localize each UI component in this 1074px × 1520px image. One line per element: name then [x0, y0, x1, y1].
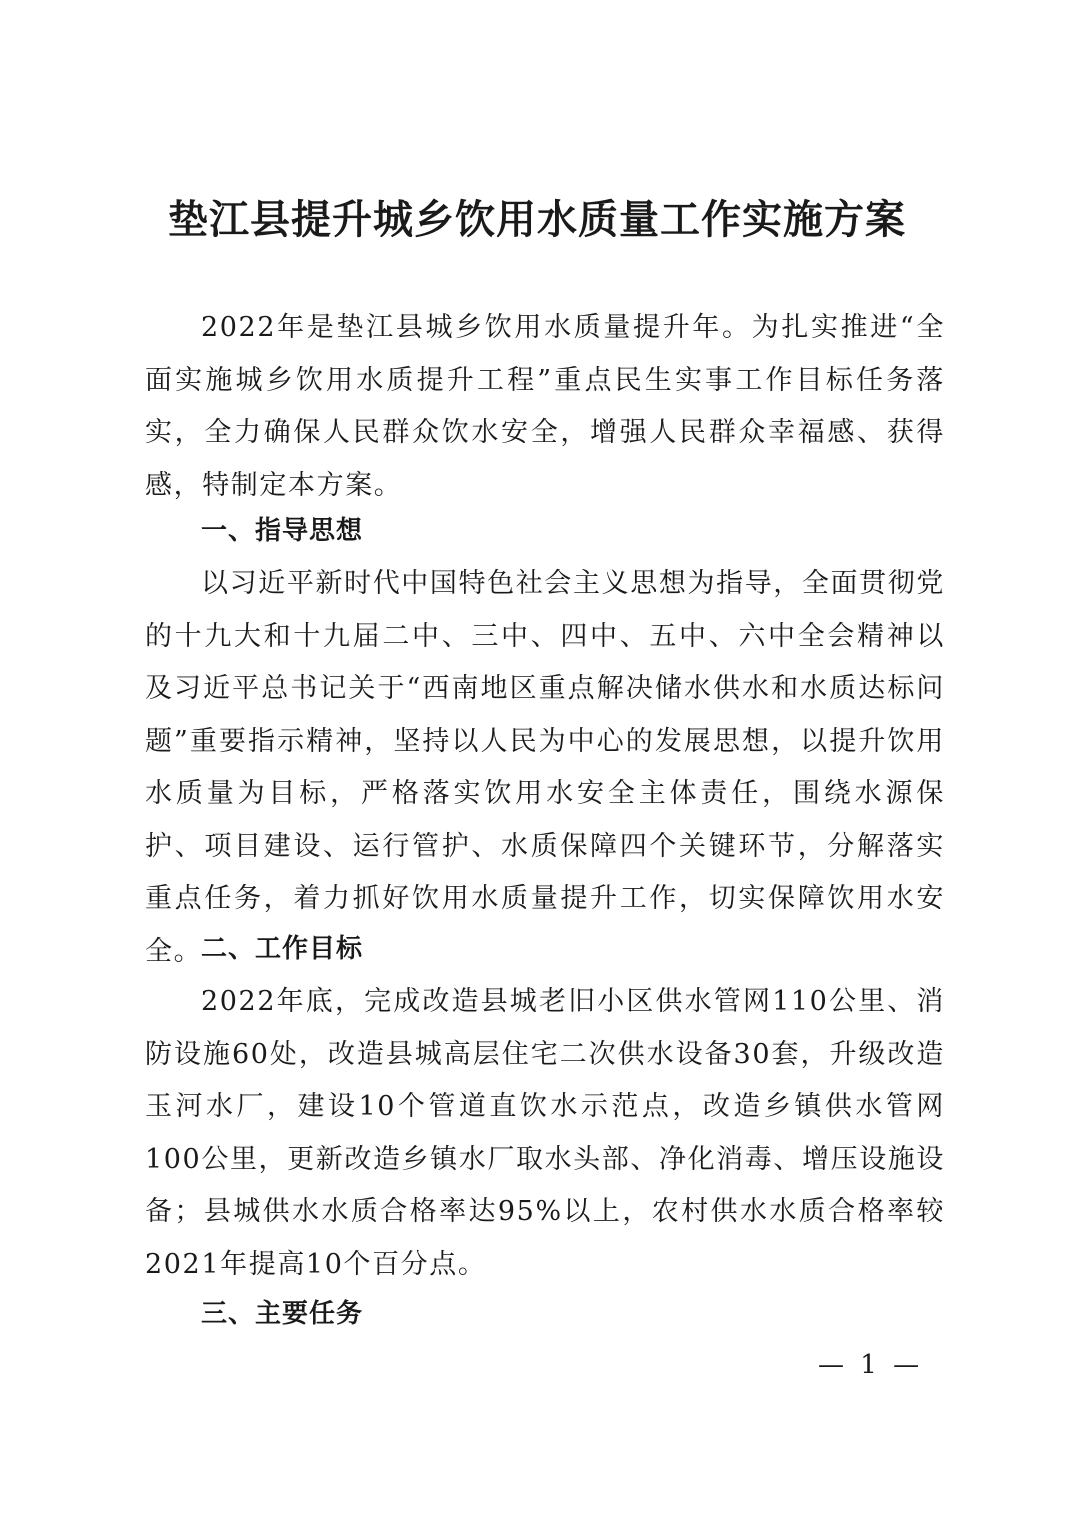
- page-number: — 1 —: [818, 1350, 924, 1380]
- section-heading-work-goals: 二、工作目标: [201, 934, 364, 964]
- section-paragraph-work-goals: 2022年底，完成改造县城老旧小区供水管网110公里、消防设施60处，改造县城高层住宅二次供水设备30套，升级改造玉河水厂，建设10个管道直饮水示范点，改造乡镇供水管网100公里，更新改造乡镇水厂取水头部、净化消毒、增压设施设备；县城供水水质合格率达95%以上，农村供水水质合格率较2021年提高10个百分点。: [145, 986, 945, 1280]
- section-heading-main-tasks: 三、主要任务: [201, 1299, 364, 1329]
- document-title: 垫江县提升城乡饮用水质量工作实施方案: [168, 196, 906, 243]
- section-heading-guiding-ideology: 一、指导思想: [201, 516, 364, 546]
- section-paragraph-guiding-ideology: 以习近平新时代中国特色社会主义思想为指导，全面贯彻党的十九大和十九届二中、三中、四中、五中、六中全会精神以及习近平总书记关于“西南地区重点解决储水供水和水质达标问题”重要指示精神，坚持以人民为中心的发展思想，以提升饮用水质量为目标，严格落实饮用水安全主体责任，围绕水源保护、项目建设、运行管护、水质保障四个关键环节，分解落实重点任务，着力抓好饮用水质量提升工作，切实保障饮用水安全。: [145, 568, 945, 967]
- intro-paragraph: 2022年是垫江县城乡饮用水质量提升年。为扎实推进“全面实施城乡饮用水质提升工程”重点民生实事工作目标任务落实，全力确保人民群众饮水安全，增强人民群众幸福感、获得感，特制定本方案。: [145, 312, 945, 501]
